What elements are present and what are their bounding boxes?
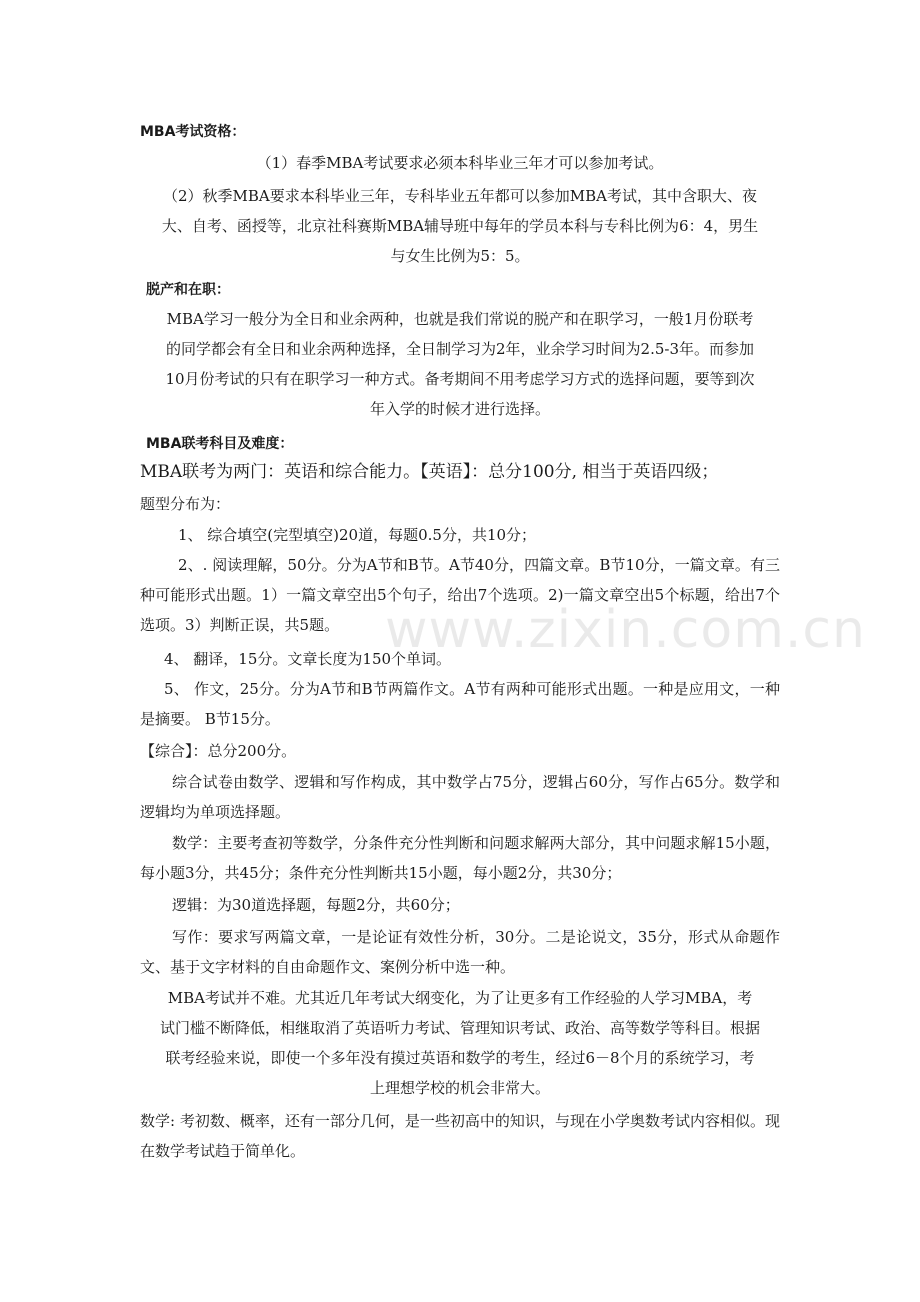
difficulty-c: 联考经验来说，即使一个多年没有摸过英语和数学的考生，经过6－8个月的系统学习，考 [165,1049,755,1067]
eligibility-spring: （1）春季MBA考试要求必须本科毕业三年才可以参加考试。 [256,154,664,172]
eligibility-autumn-c: 与女生比例为5：5。 [390,247,530,265]
math-summary: 数学: 考初数、概率，还有一部分几何，是一些初高中的知识，与现在小学奥数考试内容相似。现在数学考试趋于简单化。 [140,1112,780,1160]
heading-fulltime-parttime: 脱产和在职： [146,282,230,298]
english-item-5: 5、 作文，25分。分为A节和B节两篇作文。A节有两种可能形式出题。一种是应用文，一种是摘要。 B节15分。 [140,680,780,728]
eligibility-autumn-a: （2）秋季MBA要求本科毕业三年，专科毕业五年都可以参加MBA考试，其中含职大、夜 [163,187,757,205]
watermark: www.zixin.com.cn [385,600,866,660]
study-mode-c: 10月份考试的只有在职学习一种方式。备考期间不用考虑学习方式的选择问题，要等到次 [165,370,755,388]
difficulty-a: MBA考试并不难。尤其近几年考试大纲变化，为了让更多有工作经验的人学习MBA，考 [167,989,753,1007]
english-item-1: 1、 综合填空(完型填空)20道，每题0.5分，共10分； [178,526,537,544]
writing-description: 写作：要求写两篇文章，一是论证有效性分析，30分。二是论说文，35分，形式从命题作文、基于文字材料的自由命题作文、案例分析中选一种。 [140,928,780,976]
heading-mba-eligibility: MBA考试资格： [140,124,246,140]
subjects-intro: MBA联考为两门：英语和综合能力。【英语】：总分100分, 相当于英语四级； [140,462,719,482]
study-mode-a: MBA学习一般分为全日和业余两种，也就是我们常说的脱产和在职学习，一般1月份联考 [166,310,754,328]
difficulty-d: 上理想学校的机会非常大。 [369,1079,550,1097]
english-item-4: 4、 翻译，15分。文章长度为150个单词。 [164,650,452,668]
eligibility-autumn-b: 大、自考、函授等，北京社科赛斯MBA辅导班中每年的学员本科与专科比例为6：4，男生 [161,217,759,235]
heading-subjects: MBA联考科目及难度： [146,436,294,452]
study-mode-d: 年入学的时候才进行选择。 [369,400,550,418]
logic-description: 逻辑：为30道选择题，每题2分，共60分； [172,896,460,914]
zonghe-description: 综合试卷由数学、逻辑和写作构成，其中数学占75分，逻辑占60分，写作占65分。数学和逻辑均为单项选择题。 [140,773,780,821]
math-description: 数学：主要考查初等数学，分条件充分性判断和问题求解两大部分，其中问题求解15小题，每小题3分，共45分；条件充分性判断共15小题，每小题2分，共30分； [140,834,780,882]
question-types-label: 题型分布为： [140,495,231,513]
zonghe-total: 【综合】：总分200分。 [140,742,297,760]
study-mode-b: 的同学都会有全日和业余两种选择，全日制学习为2年，业余学习时间为2.5-3年。而参加 [165,340,754,358]
difficulty-b: 试门槛不断降低，相继取消了英语听力考试、管理知识考试、政治、高等数学等科目。根据 [159,1019,760,1037]
english-item-2: 2、. 阅读理解，50分。分为A节和B节。A节40分，四篇文章。B节10分，一篇文章。有三种可能形式出题。1）一篇文章空出5个句子，给出7个选项。2)一篇文章空出5个标题，给出7个选项。3）判断正误，共5题。 [140,556,780,634]
